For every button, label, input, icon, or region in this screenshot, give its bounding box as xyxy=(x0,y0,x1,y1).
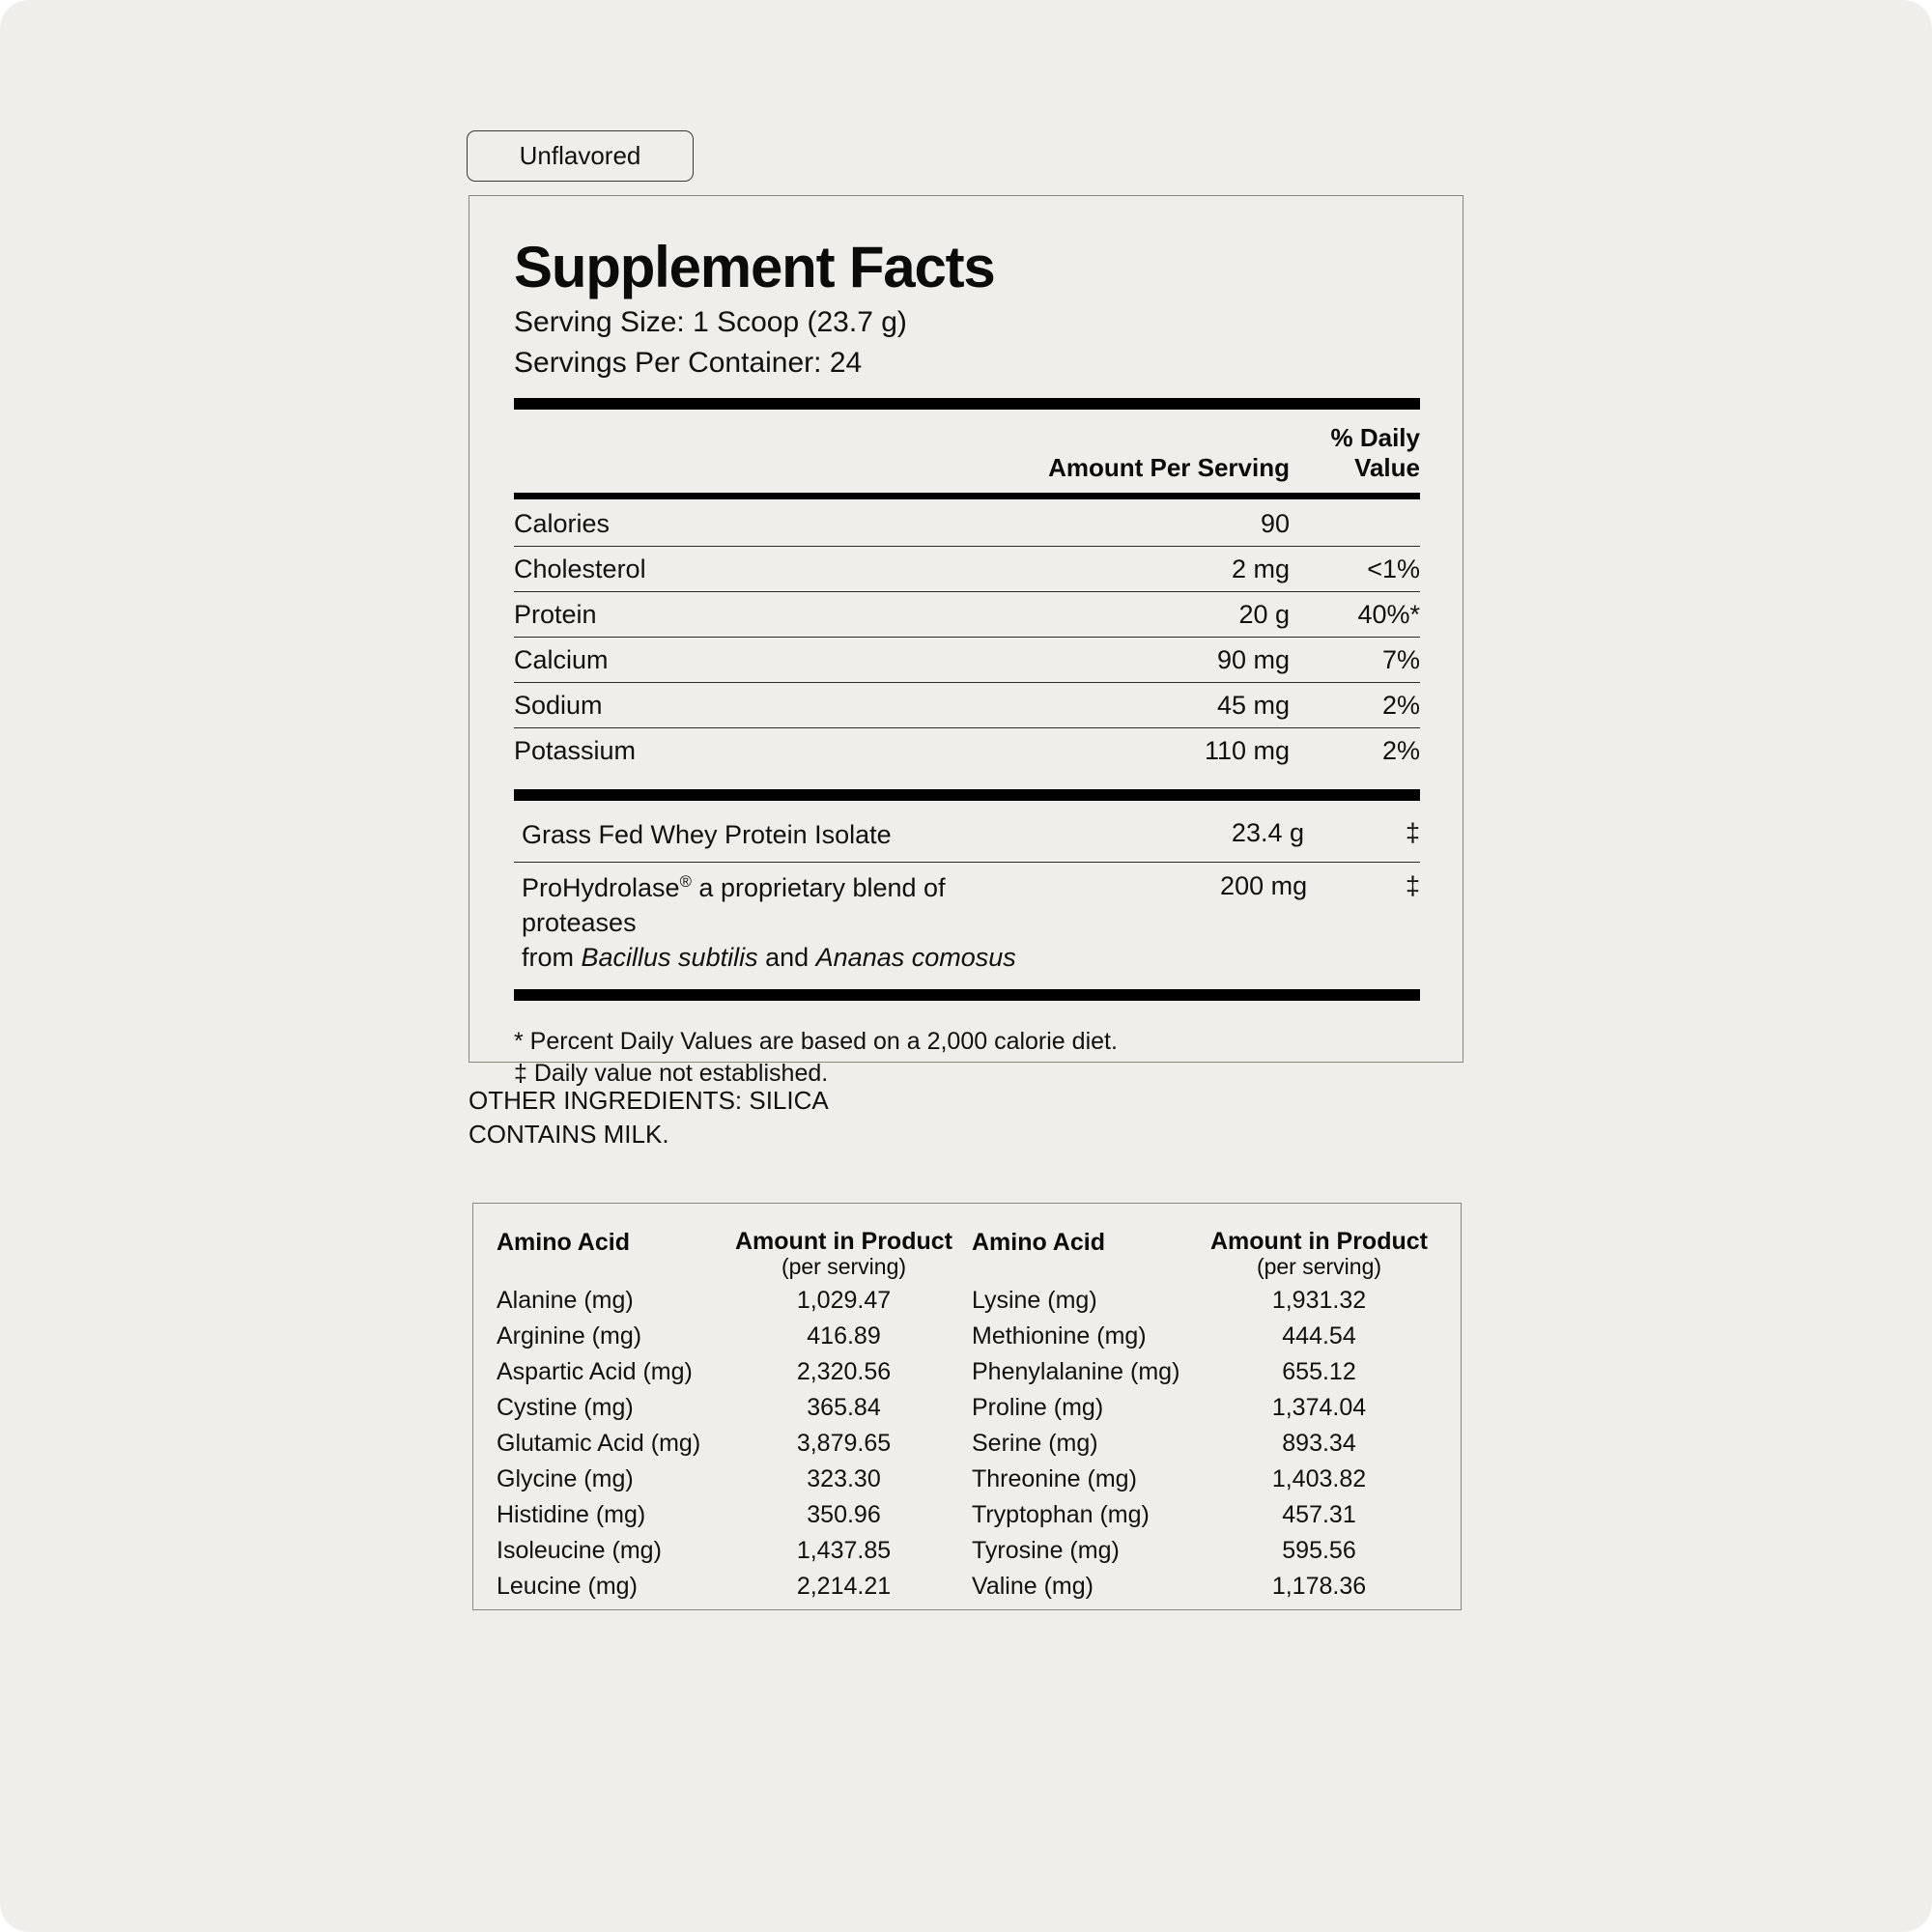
amino-header-amount-sub: (per serving) xyxy=(781,1254,907,1279)
blend-ingredient-name: Grass Fed Whey Protein Isolate xyxy=(522,819,892,849)
supplement-facts-content xyxy=(514,237,1420,1091)
amino-header-amount-sub: (per serving) xyxy=(1256,1254,1382,1279)
amino-acid-name: Aspartic Acid (mg) xyxy=(497,1357,693,1385)
nutrient-daily-value: 2% xyxy=(1381,690,1420,720)
amino-acid-name: Lysine (mg) xyxy=(972,1286,1097,1314)
list-item xyxy=(497,1315,962,1350)
amino-acid-table xyxy=(472,1203,1462,1610)
list-item xyxy=(972,1386,1437,1422)
blend-ingredient-daily-value: ‡ xyxy=(1405,870,1421,900)
table-row xyxy=(514,810,1420,863)
list-item xyxy=(497,1386,962,1422)
footnote-percent-daily-value: * Percent Daily Values are based on a 2,000 calorie diet. xyxy=(514,1027,1118,1055)
nutrition-table-header xyxy=(514,410,1420,493)
amino-header-name: Amino Acid xyxy=(972,1229,1105,1256)
table-row xyxy=(514,683,1420,728)
blend-line2-mid: and xyxy=(757,942,816,972)
registered-trademark-icon: ® xyxy=(679,871,692,891)
amino-acid-column-right xyxy=(962,1229,1437,1601)
amino-acid-value: 1,437.85 xyxy=(796,1536,892,1564)
amino-header-amount xyxy=(1201,1229,1437,1279)
amino-header-amount xyxy=(725,1229,962,1279)
rule-medium-header xyxy=(514,493,1420,499)
amino-acid-name: Tryptophan (mg) xyxy=(972,1500,1150,1528)
blend-name-line2 xyxy=(522,941,1053,976)
flavor-selector-unflavored[interactable]: Unflavored xyxy=(467,130,694,182)
list-item xyxy=(972,1493,1437,1529)
amino-acid-value: 1,178.36 xyxy=(1271,1572,1367,1600)
list-item xyxy=(972,1529,1437,1565)
amino-acid-value: 1,374.04 xyxy=(1271,1393,1367,1421)
amino-acid-name: Serine (mg) xyxy=(972,1429,1098,1457)
amino-column-header xyxy=(497,1229,962,1279)
amino-acid-value: 893.34 xyxy=(1282,1429,1356,1457)
blend-name-prefix: ProHydrolase xyxy=(522,872,680,902)
amino-header-amount-main: Amount in Product xyxy=(1210,1228,1428,1255)
blend-name-rest: a proprietary blend of proteases xyxy=(522,872,946,937)
supplement-facts-title: Supplement Facts xyxy=(514,235,995,299)
nutrient-amount: 45 mg xyxy=(1216,690,1290,720)
table-row xyxy=(514,499,1420,547)
table-row xyxy=(514,592,1420,638)
nutrient-daily-value: 40%* xyxy=(1357,599,1420,629)
list-item xyxy=(972,1315,1437,1350)
amino-acid-name: Histidine (mg) xyxy=(497,1500,646,1528)
amino-acid-name: Glutamic Acid (mg) xyxy=(497,1429,701,1457)
amino-acid-value: 2,214.21 xyxy=(796,1572,892,1600)
blend-ingredient-amount: 200 mg xyxy=(1220,870,1308,900)
nutrient-name: Protein xyxy=(514,599,597,629)
amino-acid-value: 3,879.65 xyxy=(796,1429,892,1457)
allergen-statement: CONTAINS MILK. xyxy=(469,1120,669,1150)
table-row xyxy=(514,638,1420,683)
amino-acid-value: 595.56 xyxy=(1282,1536,1356,1564)
rule-thick-middle xyxy=(514,789,1420,801)
amino-acid-column-left xyxy=(497,1229,962,1601)
nutrient-amount: 2 mg xyxy=(1231,554,1290,583)
nutrient-amount: 20 g xyxy=(1238,599,1290,629)
amino-acid-value: 365.84 xyxy=(807,1393,881,1421)
amino-header-name: Amino Acid xyxy=(497,1229,630,1256)
other-ingredients-line: OTHER INGREDIENTS: SILICA xyxy=(469,1086,829,1115)
table-row xyxy=(514,547,1420,592)
footnote-daily-value-not-established: ‡ Daily value not established. xyxy=(514,1060,829,1088)
list-item xyxy=(972,1458,1437,1493)
amino-acid-value: 1,403.82 xyxy=(1271,1464,1367,1492)
amino-acid-value: 444.54 xyxy=(1282,1321,1356,1350)
list-item xyxy=(497,1493,962,1529)
nutrient-name: Calories xyxy=(514,508,611,538)
amino-acid-name: Threonine (mg) xyxy=(972,1464,1137,1492)
amino-acid-value: 1,029.47 xyxy=(796,1286,892,1314)
supplement-facts-panel xyxy=(469,195,1463,1088)
blend-rows xyxy=(514,801,1420,989)
list-item xyxy=(497,1350,962,1386)
amino-acid-value: 655.12 xyxy=(1282,1357,1356,1385)
amino-header-amount-main: Amount in Product xyxy=(735,1228,952,1255)
species-ananas-comosus: Ananas comosus xyxy=(815,942,1016,972)
amino-acid-name: Isoleucine (mg) xyxy=(497,1536,662,1564)
blend-line2-prefix: from xyxy=(522,942,582,972)
list-item xyxy=(972,1279,1437,1315)
amino-acid-value: 2,320.56 xyxy=(796,1357,892,1385)
servings-per-container-text: Servings Per Container: 24 xyxy=(514,347,863,380)
amino-acid-name: Valine (mg) xyxy=(972,1572,1094,1600)
amino-acid-name: Leucine (mg) xyxy=(497,1572,638,1600)
list-item xyxy=(972,1350,1437,1386)
nutrient-amount: 90 mg xyxy=(1216,644,1290,674)
rule-thick-top xyxy=(514,398,1420,410)
amino-acid-value: 323.30 xyxy=(807,1464,881,1492)
nutrient-name: Calcium xyxy=(514,644,609,674)
amino-acid-name: Proline (mg) xyxy=(972,1393,1104,1421)
list-item xyxy=(497,1279,962,1315)
list-item xyxy=(497,1565,962,1601)
amino-acid-columns xyxy=(473,1204,1461,1601)
table-row xyxy=(514,863,1420,989)
list-item xyxy=(972,1422,1437,1458)
amino-acid-name: Tyrosine (mg) xyxy=(972,1536,1120,1564)
amino-acid-value: 457.31 xyxy=(1282,1500,1356,1528)
amino-acid-name: Glycine (mg) xyxy=(497,1464,634,1492)
list-item xyxy=(497,1458,962,1493)
amino-acid-name: Alanine (mg) xyxy=(497,1286,634,1314)
amino-acid-value: 350.96 xyxy=(807,1500,881,1528)
list-item xyxy=(497,1529,962,1565)
blend-ingredient-name xyxy=(522,871,1053,976)
header-amount-per-serving: Amount Per Serving xyxy=(1048,452,1290,482)
rule-thick-bottom xyxy=(514,989,1420,1001)
other-ingredients-block xyxy=(469,1084,829,1152)
list-item xyxy=(497,1422,962,1458)
amino-acid-name: Arginine (mg) xyxy=(497,1321,642,1350)
nutrient-name: Cholesterol xyxy=(514,554,646,583)
amino-acid-value: 1,931.32 xyxy=(1271,1286,1367,1314)
nutrient-amount: 90 xyxy=(1260,508,1290,538)
amino-acid-name: Phenylalanine (mg) xyxy=(972,1357,1180,1385)
nutrient-daily-value: <1% xyxy=(1367,554,1420,583)
amino-column-header xyxy=(972,1229,1437,1279)
species-bacillus-subtilis: Bacillus subtilis xyxy=(581,942,758,972)
amino-acid-value: 416.89 xyxy=(807,1321,881,1350)
nutrient-daily-value: 2% xyxy=(1381,735,1420,765)
nutrient-daily-value: 7% xyxy=(1381,644,1420,674)
nutrient-amount: 110 mg xyxy=(1204,735,1290,765)
table-row xyxy=(514,728,1420,773)
blend-ingredient-amount: 23.4 g xyxy=(1231,817,1304,847)
header-percent-daily-value: % Daily Value xyxy=(1330,422,1420,482)
serving-size-text: Serving Size: 1 Scoop (23.7 g) xyxy=(514,305,907,338)
amino-acid-name: Methionine (mg) xyxy=(972,1321,1147,1350)
list-item xyxy=(972,1565,1437,1601)
nutrient-name: Potassium xyxy=(514,735,637,765)
amino-acid-name: Cystine (mg) xyxy=(497,1393,634,1421)
nutrient-name: Sodium xyxy=(514,690,603,720)
footnotes xyxy=(514,1001,1420,1091)
blend-ingredient-daily-value: ‡ xyxy=(1405,817,1420,847)
nutrition-rows xyxy=(514,499,1420,773)
